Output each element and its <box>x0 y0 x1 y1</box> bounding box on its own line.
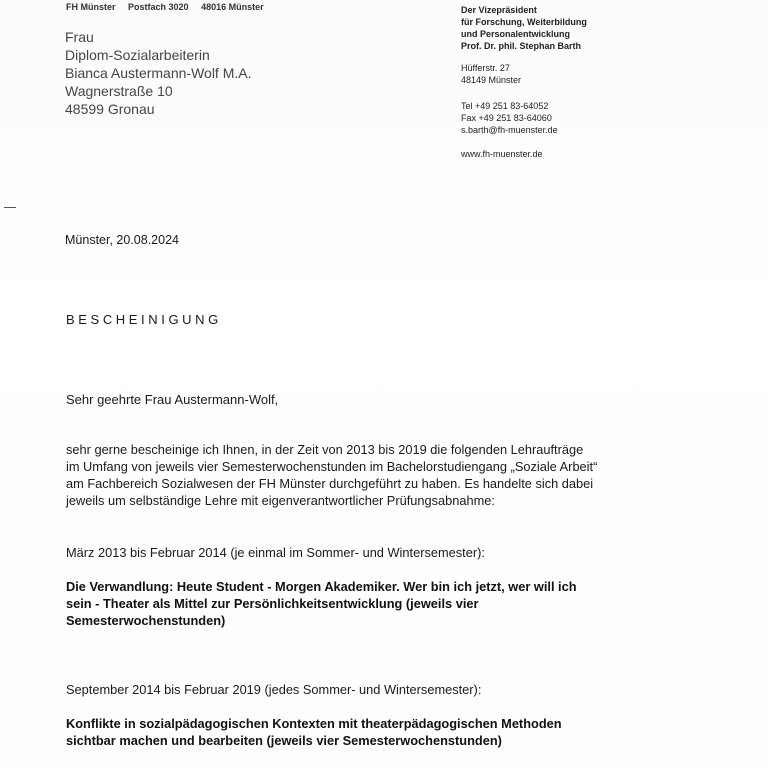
course-line: Semesterwochenstunden) <box>66 613 226 628</box>
letter-date: Münster, 20.08.2024 <box>65 233 179 247</box>
recipient-line: Bianca Austermann-Wolf M.A. <box>65 65 252 81</box>
sender-return-address <box>66 2 274 12</box>
body-line: jeweils um selbständige Lehre mit eigenverantwortlicher Prüfungsabnahme: <box>66 493 495 508</box>
vp-website: www.fh-muenster.de <box>461 149 543 159</box>
course-line: Die Verwandlung: Heute Student - Morgen Akademiker. Wer bin ich jetzt, wer will ich <box>66 579 577 594</box>
vp-phone: Tel +49 251 83-64052 <box>461 101 549 111</box>
course-line: sein - Theater als Mittel zur Persönlichkeitsentwicklung (jeweils vier <box>66 596 479 611</box>
vice-president-info <box>461 4 587 160</box>
body-line: am Fachbereich Sozialwesen der FH Münster durchgeführt zu haben. Es handelte sich dabei <box>66 476 594 491</box>
vice-president-address <box>461 62 587 86</box>
vp-title-line: Der Vizepräsident <box>461 5 537 15</box>
fold-mark <box>4 207 16 208</box>
sender-institution: FH Münster <box>66 2 116 12</box>
body-line: sehr gerne bescheinige ich Ihnen, in der Zeit von 2013 bis 2019 die folgenden Lehraufträge <box>66 442 584 457</box>
assignment-course <box>66 578 577 629</box>
sender-city: 48016 Münster <box>201 2 264 12</box>
vp-email: s.barth@fh-muenster.de <box>461 125 558 135</box>
salutation: Sehr geehrte Frau Austermann-Wolf, <box>66 392 279 407</box>
course-line: Konflikte in sozialpädagogischen Kontexten mit theaterpädagogischen Methoden <box>66 716 562 731</box>
course-line: sichtbar machen und bearbeiten (jeweils vier Semesterwochenstunden) <box>66 733 502 748</box>
recipient-line: Frau <box>65 29 94 45</box>
vp-title-line: für Forschung, Weiterbildung <box>461 17 587 27</box>
sender-postbox: Postfach 3020 <box>128 2 189 12</box>
assignment-period: September 2014 bis Februar 2019 (jedes Sommer- und Wintersemester): <box>66 682 482 697</box>
body-paragraph <box>66 441 706 509</box>
assignment-course <box>66 715 562 749</box>
vice-president-contact <box>461 100 587 136</box>
recipient-address <box>65 28 251 118</box>
assignment-period: März 2013 bis Februar 2014 (je einmal im Sommer- und Wintersemester): <box>66 545 485 560</box>
vice-president-title <box>461 4 587 52</box>
vp-title-line: Prof. Dr. phil. Stephan Barth <box>461 41 582 51</box>
vp-address-line: Hüfferstr. 27 <box>461 63 510 73</box>
body-line: im Umfang von jeweils vier Semesterwochenstunden im Bachelorstudiengang „Soziale Arbeit“ <box>66 459 598 474</box>
recipient-line: Diplom-Sozialarbeiterin <box>65 47 210 63</box>
recipient-line: 48599 Gronau <box>65 101 155 117</box>
vp-title-line: und Personalentwicklung <box>461 29 571 39</box>
recipient-line: Wagnerstraße 10 <box>65 83 173 99</box>
vp-fax: Fax +49 251 83-64060 <box>461 113 552 123</box>
vp-address-line: 48149 Münster <box>461 75 522 85</box>
letter-heading: BESCHEINIGUNG <box>66 312 222 327</box>
